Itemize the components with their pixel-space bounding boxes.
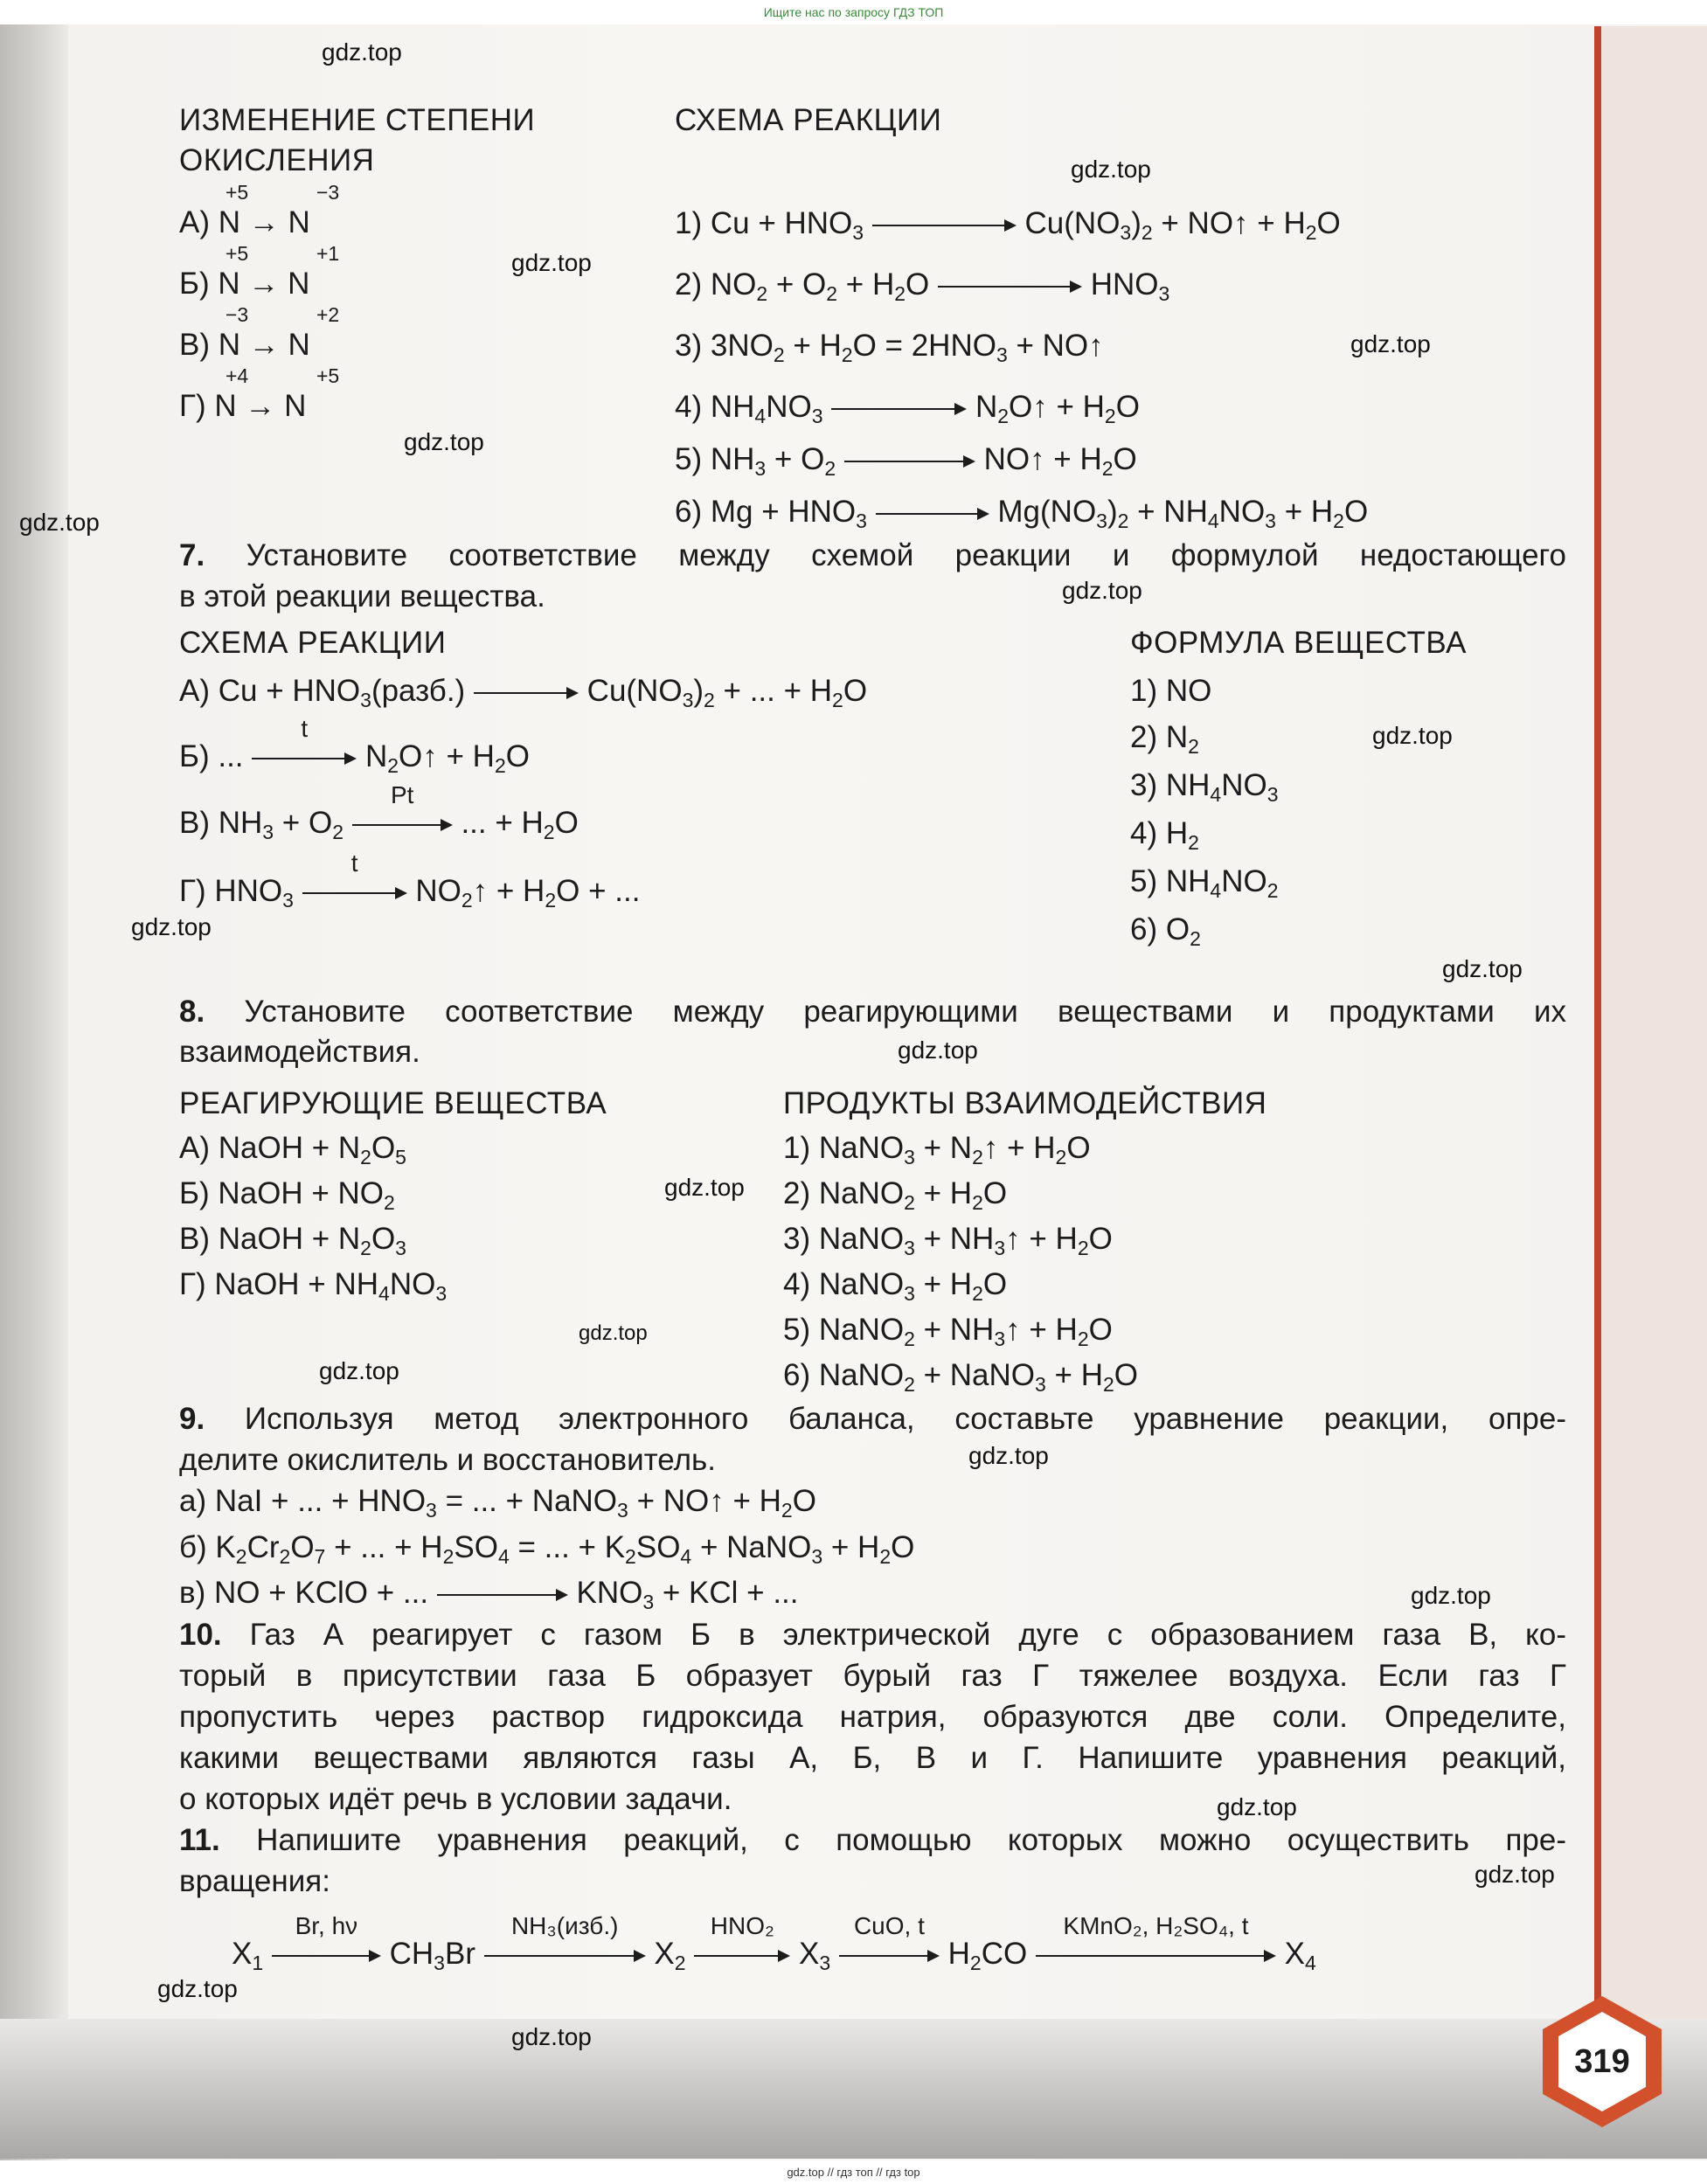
watermark: gdz.top	[1411, 1582, 1491, 1609]
q7-formula-6: 6) $O_2$	[1130, 912, 1201, 950]
q6-reaction-4: 4) $NH_4NO_3$ $N_2O↑ + H_2O$	[675, 390, 1140, 427]
watermark: gdz.top	[1350, 330, 1431, 357]
q9-equation-v: в) NO + KClO + ... $KNO_3$ + KCl + ...	[179, 1576, 799, 1613]
q10-line2: торый в присутствии газа Б образует бурый газ Г тяжелее воздуха. Если газ Г	[179, 1659, 1566, 1693]
q8-reagent-v: В) NaOH + $N_2O_3$	[179, 1222, 406, 1259]
top-note: Ищите нас по запросу ГДЗ ТОП	[0, 0, 1707, 24]
q10-line5: о которых идёт речь в условии задачи.	[179, 1782, 732, 1816]
watermark: gdz.top	[968, 1442, 1049, 1469]
q7-text-line1: 7. Установите соответствие между схемой реакции и формулой недостающего	[179, 538, 1567, 572]
q11-text-line1: 11. Напишите уравнения реакций, с помощью которых можно осуществить пре-	[179, 1823, 1566, 1857]
arrow-condition: HNO₂	[710, 1912, 774, 1939]
q6-col1-header-line2: ОКИСЛЕНИЯ	[179, 143, 375, 177]
arrow-condition: CuO, t	[853, 1912, 925, 1939]
q7-formula-3: 3) $NH_4NO_3$	[1130, 768, 1279, 806]
q7-col2-header: ФОРМУЛА ВЕЩЕСТВА	[1130, 626, 1467, 660]
q6-col2-header: СХЕМА РЕАКЦИИ	[675, 103, 942, 137]
watermark: gdz.top	[1217, 1793, 1297, 1820]
element: N	[284, 389, 307, 423]
element: N	[218, 328, 241, 362]
q7-text-line2: в этой реакции вещества.	[179, 579, 545, 614]
q8-reagent-b: Б) NaOH + $NO_2$	[179, 1176, 395, 1214]
ox-state: +2	[316, 303, 340, 326]
watermark: gdz.top	[1442, 955, 1523, 982]
q6-reaction-2: 2) $NO_2 + O_2 + H_2O$ $HNO_3$	[675, 267, 1170, 305]
q8-col1-header: РЕАГИРУЮЩИЕ ВЕЩЕСТВА	[179, 1086, 607, 1120]
item-label: В)	[179, 328, 210, 362]
ox-state: +5	[226, 181, 249, 204]
watermark: gdz.top	[1372, 722, 1453, 749]
q7-formula-4: 4) $H_2$	[1130, 816, 1199, 854]
arrow-condition: Br, hν	[295, 1912, 358, 1939]
watermark: gdz.top	[579, 1321, 648, 1345]
element: N	[288, 328, 310, 362]
arrow-condition: NH₃(изб.)	[510, 1912, 619, 1939]
item-label: А)	[179, 205, 210, 239]
q9-equation-a: а) NaI + ... + $HNO_3$ = ... + NaNO$_3$ + NO↑ + $H_2O$	[179, 1484, 816, 1522]
q7-scheme-v: В) $NH_3 + O_2$ Pt ... + $H_2O$	[179, 781, 579, 843]
q8-product-4: 4) NaNO$_3$ + $H_2O$	[783, 1267, 1008, 1305]
watermark: gdz.top	[131, 913, 212, 940]
item-label: Б)	[179, 267, 210, 301]
q7-formula-2: 2) $N_2$	[1130, 720, 1199, 758]
element: N	[288, 205, 310, 239]
watermark: gdz.top	[322, 38, 402, 66]
q11-chain: $X_1$ Br, hν $CH_3Br$ NH₃(изб.) $X_2$ HNO₂ $X_3$ CuO, t $H_2CO$ KMnO₂, H₂SO₄, t $X_4$	[232, 1912, 1316, 1974]
watermark: gdz.top	[404, 428, 484, 455]
page-number: 319	[1574, 2043, 1630, 2080]
element: N	[218, 205, 241, 239]
element: N	[218, 267, 240, 301]
right-margin-bar	[1601, 26, 1707, 2028]
watermark: gdz.top	[898, 1037, 978, 1064]
q6-col1-header-line1: ИЗМЕНЕНИЕ СТЕПЕНИ	[179, 103, 536, 137]
q8-text-line1: 8. Установите соответствие между реагирующими веществами и продуктами их	[179, 995, 1567, 1029]
element: N	[214, 389, 237, 423]
q9-equation-b: б) $K_2Cr_2O_7$ + ... + $H_2SO_4$ = ... + $K_2SO_4$ + NaNO$_3$ + $H_2O$	[179, 1530, 915, 1568]
accent-line	[1594, 26, 1601, 2028]
arrow-condition: Pt	[391, 781, 414, 808]
watermark: gdz.top	[511, 2023, 592, 2050]
bottom-shadow-band	[0, 2019, 1707, 2159]
watermark: gdz.top	[664, 1174, 745, 1201]
q8-product-2: 2) NaNO$_2$ + $H_2O$	[783, 1176, 1008, 1214]
q8-product-6: 6) NaNO$_2$ + NaNO$_3$ + $H_2O$	[783, 1358, 1139, 1396]
watermark: gdz.top	[1071, 156, 1151, 183]
ox-state: +5	[316, 364, 340, 387]
arrow-condition: KMnO₂, H₂SO₄, t	[1063, 1912, 1249, 1939]
q9-text-line2: делите окислитель и восстановитель.	[179, 1443, 716, 1477]
q7-scheme-g: Г) $HNO_3$ t $NO_2↑ + H_2O$ + ...	[179, 849, 641, 912]
page-gutter	[0, 0, 68, 2184]
q8-product-3: 3) NaNO$_3$ + $NH_3↑ + H_2O$	[783, 1222, 1113, 1259]
footer: gdz.top // гдз топ // гдз top	[0, 2160, 1707, 2184]
item-label: Г)	[179, 389, 206, 423]
q10-line1: 10. Газ А реагирует с газом Б в электрической дуге с образованием газа В, ко-	[179, 1618, 1566, 1652]
watermark: gdz.top	[19, 509, 100, 536]
watermark: gdz.top	[1062, 577, 1142, 604]
ox-state: +1	[316, 242, 340, 265]
page-number-badge	[1541, 1994, 1663, 2129]
q10-line4: какими веществами являются газы А, Б, В и Г. Напишите уравнения реакций,	[179, 1741, 1566, 1775]
q6-reaction-1: 1) $Cu + HNO_3$ $Cu(NO_3)_2$ + NO↑ + $H_2O$	[675, 206, 1341, 244]
q7-col1-header: СХЕМА РЕАКЦИИ	[179, 626, 447, 660]
q8-reagent-g: Г) NaOH + $NH_4NO_3$	[179, 1267, 448, 1305]
arrow-condition: t	[301, 715, 309, 742]
q6-reaction-6: 6) $Mg + HNO_3$ $Mg(NO_3)_2 + NH_4NO_3 + H_2O$	[675, 495, 1369, 532]
ox-state: +4	[226, 364, 249, 387]
q7-formula-1: 1) NO	[1130, 674, 1212, 708]
q7-formula-5: 5) $NH_4NO_2$	[1130, 864, 1279, 902]
q8-product-5: 5) NaNO$_2$ + $NH_3↑ + H_2O$	[783, 1313, 1113, 1350]
q6-reaction-3: 3) $3NO_2 + H_2O = 2HNO_3$ + NO↑	[675, 329, 1104, 366]
ox-state: +5	[226, 242, 249, 265]
ox-state: −3	[226, 303, 249, 326]
q8-product-1: 1) NaNO$_3$ + $N_2↑ + H_2O$	[783, 1131, 1091, 1168]
element: N	[288, 267, 310, 301]
watermark: gdz.top	[1475, 1861, 1555, 1888]
q8-col2-header: ПРОДУКТЫ ВЗАИМОДЕЙСТВИЯ	[783, 1086, 1267, 1120]
q10-line3: пропустить через раствор гидроксида натрия, образуются две соли. Определите,	[179, 1700, 1566, 1734]
q6-reaction-5: 5) $NH_3 + O_2$ NO↑ + $H_2O$	[675, 442, 1137, 480]
watermark: gdz.top	[157, 1975, 238, 2002]
q7-scheme-b: Б) ... t $N_2O↑ + H_2O$	[179, 715, 530, 777]
q8-reagent-a: А) NaOH + $N_2O_5$	[179, 1131, 406, 1168]
arrow-condition: t	[350, 849, 358, 877]
watermark: gdz.top	[511, 249, 592, 276]
q8-text-line2: взаимодействия.	[179, 1035, 420, 1069]
q9-text-line1: 9. Используя метод электронного баланса, составьте уравнение реакции, опре-	[179, 1402, 1566, 1436]
ox-state: −3	[316, 181, 340, 204]
watermark: gdz.top	[319, 1357, 399, 1384]
q11-text-line2: вращения:	[179, 1864, 330, 1898]
q7-scheme-a: А) $Cu + HNO_3(разб.)$ $Cu(NO_3)_2$ + ... + $H_2O$	[179, 674, 868, 711]
